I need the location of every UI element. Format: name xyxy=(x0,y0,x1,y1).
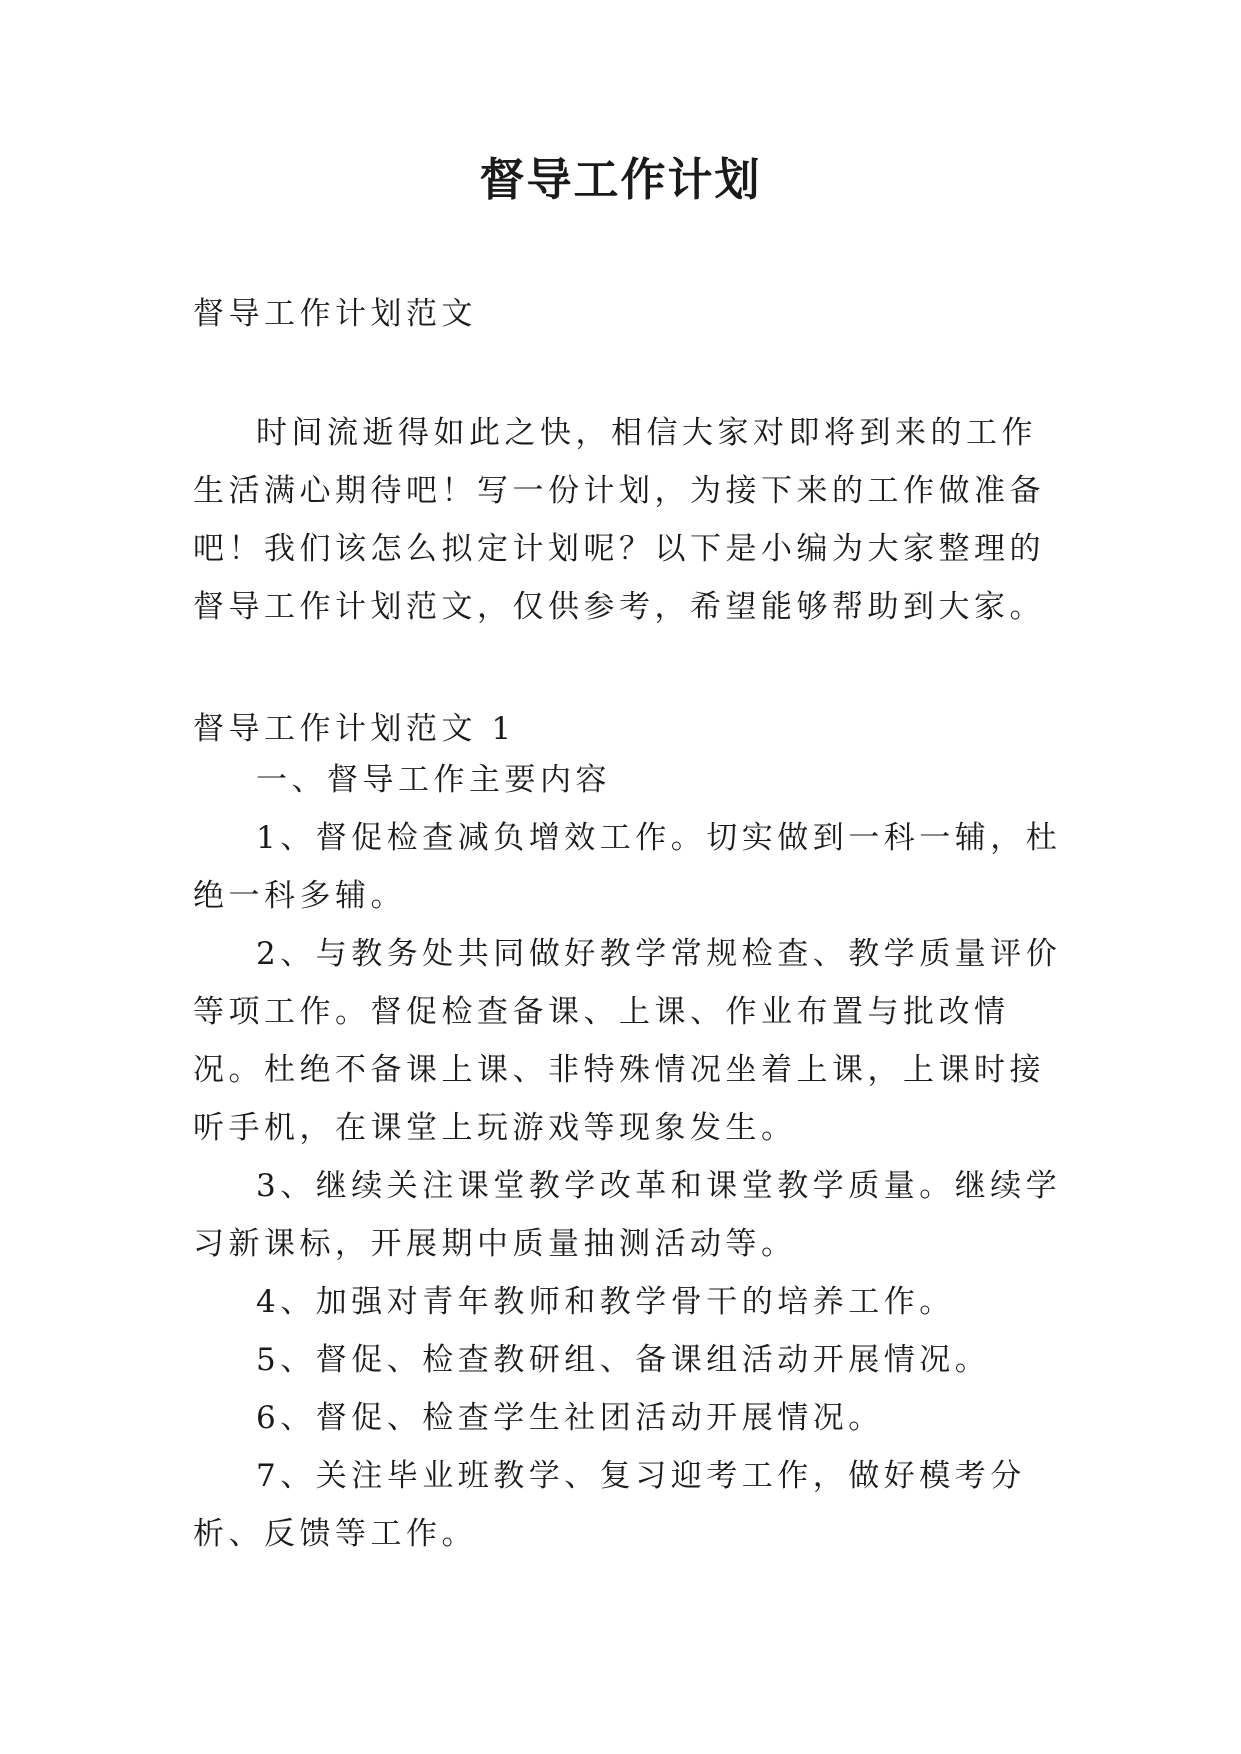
section-title: 督导工作计划范文 1 xyxy=(193,711,516,747)
list-item: 5、督促、检查教研组、备课组活动开展情况。 xyxy=(256,1342,991,1378)
document-subtitle: 督导工作计划范文 xyxy=(193,296,477,332)
list-item: 3、继续关注课堂教学改革和课堂教学质量。继续学习新课标，开展期中质量抽测活动等。 xyxy=(193,1168,1062,1262)
intro-paragraph: 时间流逝得如此之快，相信大家对即将到来的工作生活满心期待吧！写一份计划，为接下来的工作做准备吧！我们该怎么拟定计划呢？以下是小编为大家整理的督导工作计划范文，仅供参考，希望能够帮助到大家。 xyxy=(193,415,1045,625)
list-item: 7、关注毕业班教学、复习迎考工作，做好模考分析、反馈等工作。 xyxy=(193,1458,1026,1552)
section-content xyxy=(193,751,1063,1563)
document-title: 督导工作计划 xyxy=(479,153,762,206)
list-item: 1、督促检查减负增效工作。切实做到一科一辅，杜绝一科多辅。 xyxy=(193,820,1062,914)
list-item: 2、与教务处共同做好教学常规检查、教学质量评价等项工作。督促检查备课、上课、作业布置与批改情况。杜绝不备课上课、非特殊情况坐着上课，上课时接听手机，在课堂上玩游戏等现象发生。 xyxy=(193,936,1062,1146)
list-item: 4、加强对青年教师和教学骨干的培养工作。 xyxy=(256,1284,955,1320)
list-item: 6、督促、检查学生社团活动开展情况。 xyxy=(256,1400,884,1436)
section-heading: 一、督导工作主要内容 xyxy=(256,762,611,798)
